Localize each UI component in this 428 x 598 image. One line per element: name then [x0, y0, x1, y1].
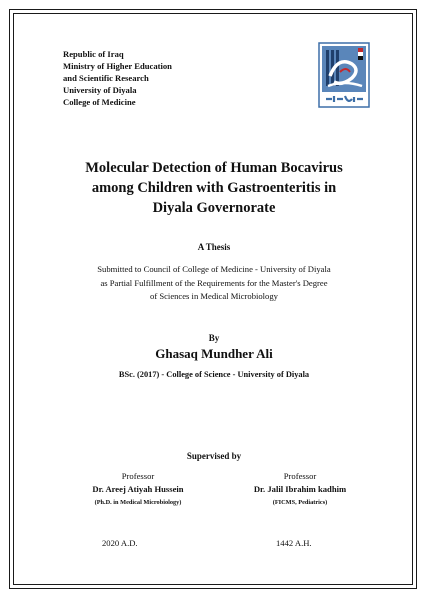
supervisor-name: Dr. Jalil Ibrahim kadhim	[253, 484, 347, 494]
institution-line: College of Medicine	[63, 97, 136, 107]
by-label: By	[208, 333, 220, 343]
date-gregorian: 2020 A.D.	[102, 538, 138, 548]
university-logo-icon	[318, 42, 370, 108]
supervisor-qualifications: (FICMS, Pediatrics)	[272, 499, 328, 506]
submission-statement	[0, 263, 428, 304]
institution-line: Ministry of Higher Education	[63, 61, 172, 71]
author-name: Ghasaq Mundher Ali	[155, 346, 273, 361]
supervisor-2	[225, 470, 375, 508]
thesis-title	[0, 158, 428, 218]
supervisor-title: Professor	[121, 471, 155, 481]
date-hijri: 1442 A.H.	[276, 538, 312, 548]
submission-line: Submitted to Council of College of Medicine - University of Diyala	[97, 264, 331, 274]
title-line: among Children with Gastroenteritis in	[91, 180, 337, 196]
supervisor-1	[63, 470, 213, 508]
title-line: Diyala Governorate	[152, 200, 276, 216]
institution-line: University of Diyala	[63, 85, 137, 95]
institution-block	[63, 48, 172, 108]
author-degree: BSc. (2017) - College of Science - University of Diyala	[118, 370, 310, 379]
thesis-label: A Thesis	[197, 242, 231, 252]
institution-line: Republic of Iraq	[63, 49, 124, 59]
supervisor-qualifications: (Ph.D. in Medical Microbiology)	[94, 499, 182, 506]
submission-line: of Sciences in Medical Microbiology	[150, 291, 278, 301]
supervisor-name: Dr. Areej Atiyah Hussein	[92, 484, 184, 494]
submission-line: as Partial Fulfillment of the Requirements for the Master's Degree	[100, 277, 328, 288]
supervised-by-label: Supervised by	[186, 451, 242, 461]
title-line: Molecular Detection of Human Bocavirus	[85, 160, 343, 176]
supervisor-title: Professor	[283, 471, 317, 481]
institution-line: and Scientific Research	[63, 73, 149, 83]
